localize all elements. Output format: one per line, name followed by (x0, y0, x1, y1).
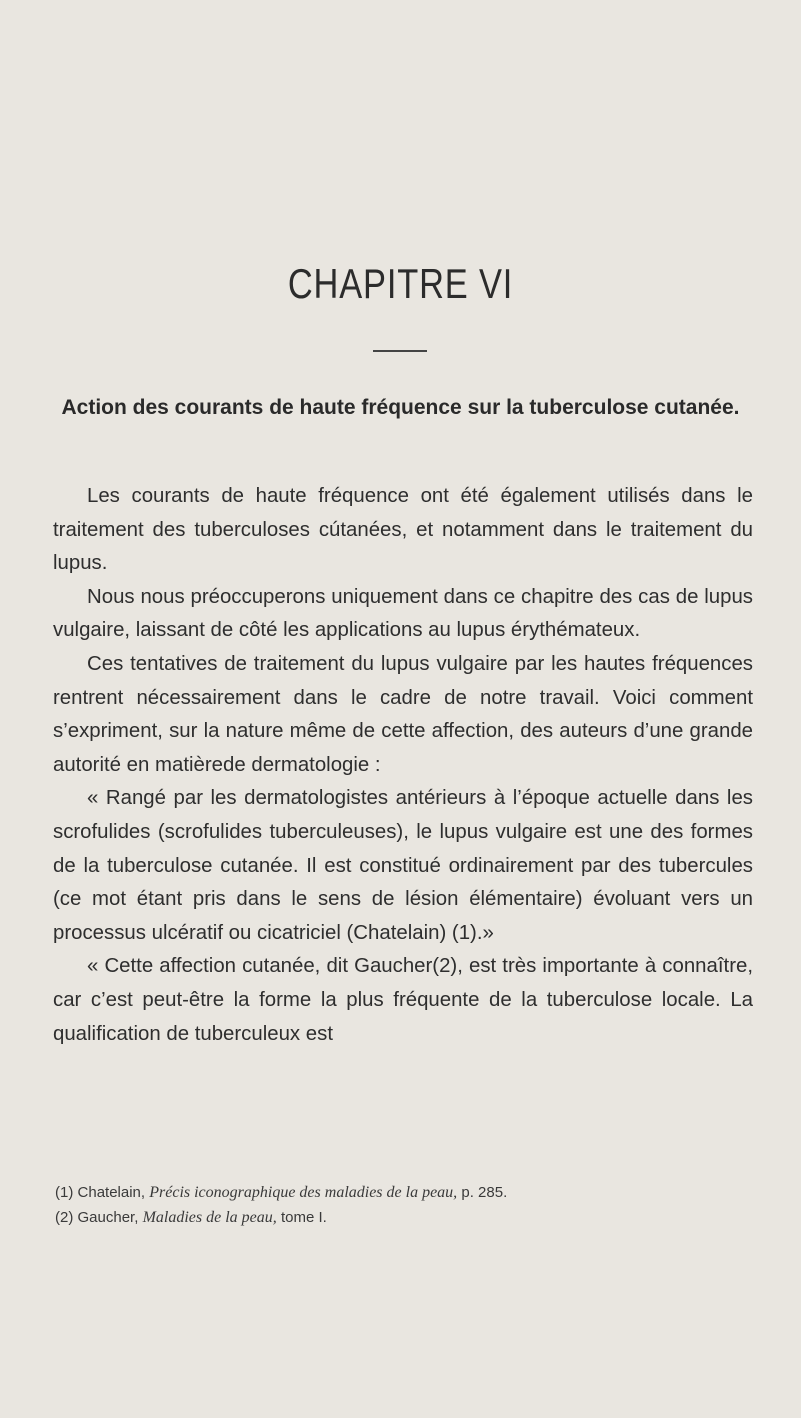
footnote-author: Gaucher, (77, 1209, 139, 1226)
paragraph: Ces tentatives de traitement du lupus vulgaire par les hautes fréquences rentrent nécessairement dans le cadre de notre travail. Voici comment s’expriment, sur la nature même de cette affection, des auteurs d’une grande autorité en matièrede dermatologie : (53, 652, 753, 776)
paragraph: « Rangé par les dermatologistes antérieurs à l’époque actuelle dans les scrofulides (scrofulides tuberculeuses), le lupus vulgaire est une des formes de la tuberculose cutanée. Il est constitué ordinairement par des tubercules (ce mot étant pris dans le sens de lésion élémentaire) évoluant vers un processus ulcératif ou cicatriciel (Chatelain) (1).» (53, 787, 753, 944)
body-text (53, 480, 753, 1051)
footnote-work: Maladies de la peau, (142, 1209, 277, 1226)
chapter-divider (373, 350, 427, 352)
footnote-ref: tome I. (280, 1209, 327, 1226)
paragraph: Nous nous préoccuperons uniquement dans ce chapitre des cas de lupus vulgaire, laissant de côté les applications au lupus érythémateux. (53, 585, 753, 642)
footnote-2 (53, 1205, 753, 1230)
paragraph: « Cette affection cutanée, dit Gaucher(2), est très importante à connaître, car c’est peut-être la forme la plus fréquente de la tuberculose locale. La qualification de tuberculeux est (53, 955, 753, 1045)
footnotes (53, 1180, 753, 1230)
footnote-author: Chatelain, (77, 1184, 146, 1201)
paragraph: Les courants de haute fréquence ont été également utilisés dans le traitement des tuberculoses cútanées, et notamment dans le traitement du lupus. (53, 485, 753, 575)
chapter-heading: CHAPITRE VI (287, 260, 514, 307)
footnote-ref: p. 285. (461, 1184, 508, 1201)
footnote-mark: (2) (55, 1209, 74, 1226)
footnote-work: Précis iconographique des maladies de la peau, (149, 1184, 458, 1201)
footnote-1 (53, 1180, 753, 1205)
section-title: Action des courants de haute fréquence sur la tuberculose cutanée. (61, 396, 740, 419)
footnote-mark: (1) (55, 1184, 74, 1201)
